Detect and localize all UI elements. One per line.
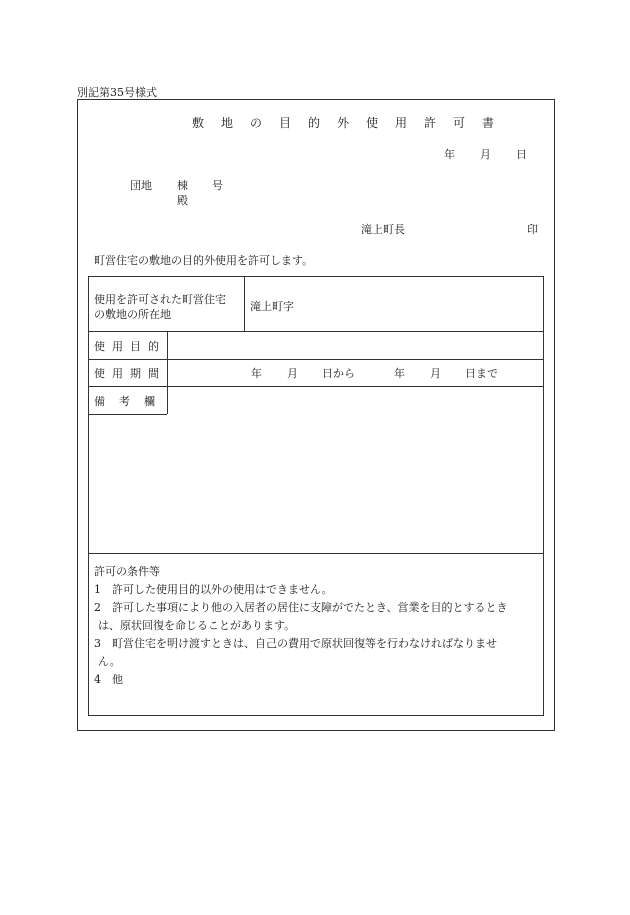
- form-number: 別記第35号様式: [77, 86, 157, 99]
- date-day: 日: [516, 148, 527, 161]
- location-label-line2: の敷地の所在地: [94, 308, 171, 321]
- date-year: 年: [444, 148, 455, 161]
- period-label: 使用期間: [94, 367, 166, 380]
- conditions-heading: 許可の条件等: [94, 565, 160, 578]
- seal-mark: 印: [527, 223, 538, 236]
- period-from-month: 月: [287, 367, 298, 380]
- condition-line: 1 許可した使用目的以外の使用はできません。: [94, 583, 333, 596]
- addressee-gou: 号: [212, 179, 223, 192]
- issuer-name: 滝上町長: [361, 223, 405, 236]
- location-label-line1: 使用を許可された町営住宅: [94, 293, 226, 306]
- period-from-day: 日から: [322, 367, 355, 380]
- condition-line: 4 他: [94, 673, 123, 686]
- period-to-day: 日まで: [465, 367, 498, 380]
- condition-line: は、原状回復を命じることがあります。: [98, 619, 296, 632]
- location-value: 滝上町字: [250, 300, 294, 313]
- permit-statement: 町営住宅の敷地の目的外使用を許可します。: [94, 254, 314, 267]
- addressee-danchi: 団地: [130, 179, 152, 192]
- purpose-label: 使用目的: [94, 340, 166, 353]
- addressee-dono: 殿: [177, 194, 188, 207]
- period-from-year: 年: [251, 367, 262, 380]
- condition-line: 2 許可した事項により他の入居者の居住に支障がでたとき、営業を目的とするとき: [94, 601, 508, 614]
- date-month: 月: [480, 148, 491, 161]
- condition-line: 3 町営住宅を明け渡すときは、自己の費用で原状回復等を行わなければなりませ: [94, 637, 497, 650]
- form-title: 敷地の目的外使用許可書: [192, 116, 512, 130]
- remarks-label: 備考欄: [94, 395, 169, 408]
- condition-line: ん。: [98, 655, 121, 668]
- period-to-month: 月: [430, 367, 441, 380]
- period-to-year: 年: [394, 367, 405, 380]
- addressee-tou: 棟: [177, 179, 188, 192]
